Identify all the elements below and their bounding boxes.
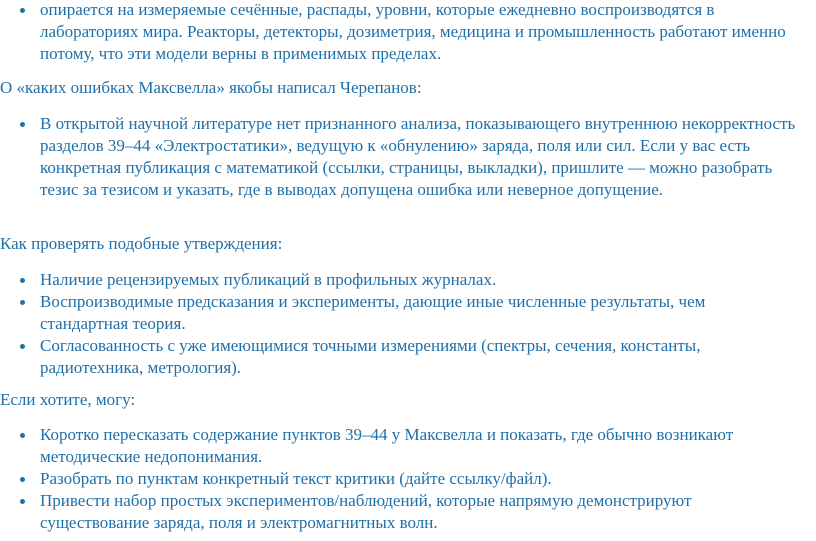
list-item: Согласованность с уже имеющимися точными измерениями (спектры, сечения, константы, радиотехника, метрология). xyxy=(0,335,816,379)
bullet-list-models xyxy=(0,0,816,65)
paragraph-offer: Если хотите, могу: xyxy=(0,390,136,409)
bullet-list-literature xyxy=(0,113,816,201)
list-item: Привести набор простых экспериментов/наблюдений, которые напрямую демонстрируют существование заряда, поля и электромагнитных волн. xyxy=(0,490,816,534)
paragraph-maxwell-errors: О «каких ошибках Максвелла» якобы написал Черепанов: xyxy=(0,78,422,97)
list-item: Наличие рецензируемых публикаций в профильных журналах. xyxy=(0,269,816,291)
list-item: опирается на измеряемые сечённые, распады, уровни, которые ежедневно воспроизводятся в лабораториях мира. Реакторы, детекторы, дозиметрия, медицина и промышленность работают именно потому, что эти модели верны в применимых пределах. xyxy=(0,0,816,65)
list-item: Коротко пересказать содержание пунктов 39–44 у Максвелла и показать, где обычно возникают методические недопонимания. xyxy=(0,424,816,468)
bullet-list-criteria xyxy=(0,269,816,379)
list-item: В открытой научной литературе нет признанного анализа, показывающего внутреннюю некорректность разделов 39–44 «Электростатики», ведущую к «обнулению» заряда, поля или сил. Если у вас есть конкретная публикация с математикой (ссылки, страницы, выкладки), пришлите — можно разобрать тезис за тезисом и указать, где в выводах допущена ошибка или неверное допущение. xyxy=(0,113,816,201)
bullet-list-offers xyxy=(0,424,816,534)
list-item: Воспроизводимые предсказания и эксперименты, дающие иные численные результаты, чем стандартная теория. xyxy=(0,291,816,335)
paragraph-how-to-verify: Как проверять подобные утверждения: xyxy=(0,234,283,253)
list-item: Разобрать по пунктам конкретный текст критики (дайте ссылку/файл). xyxy=(0,468,816,490)
